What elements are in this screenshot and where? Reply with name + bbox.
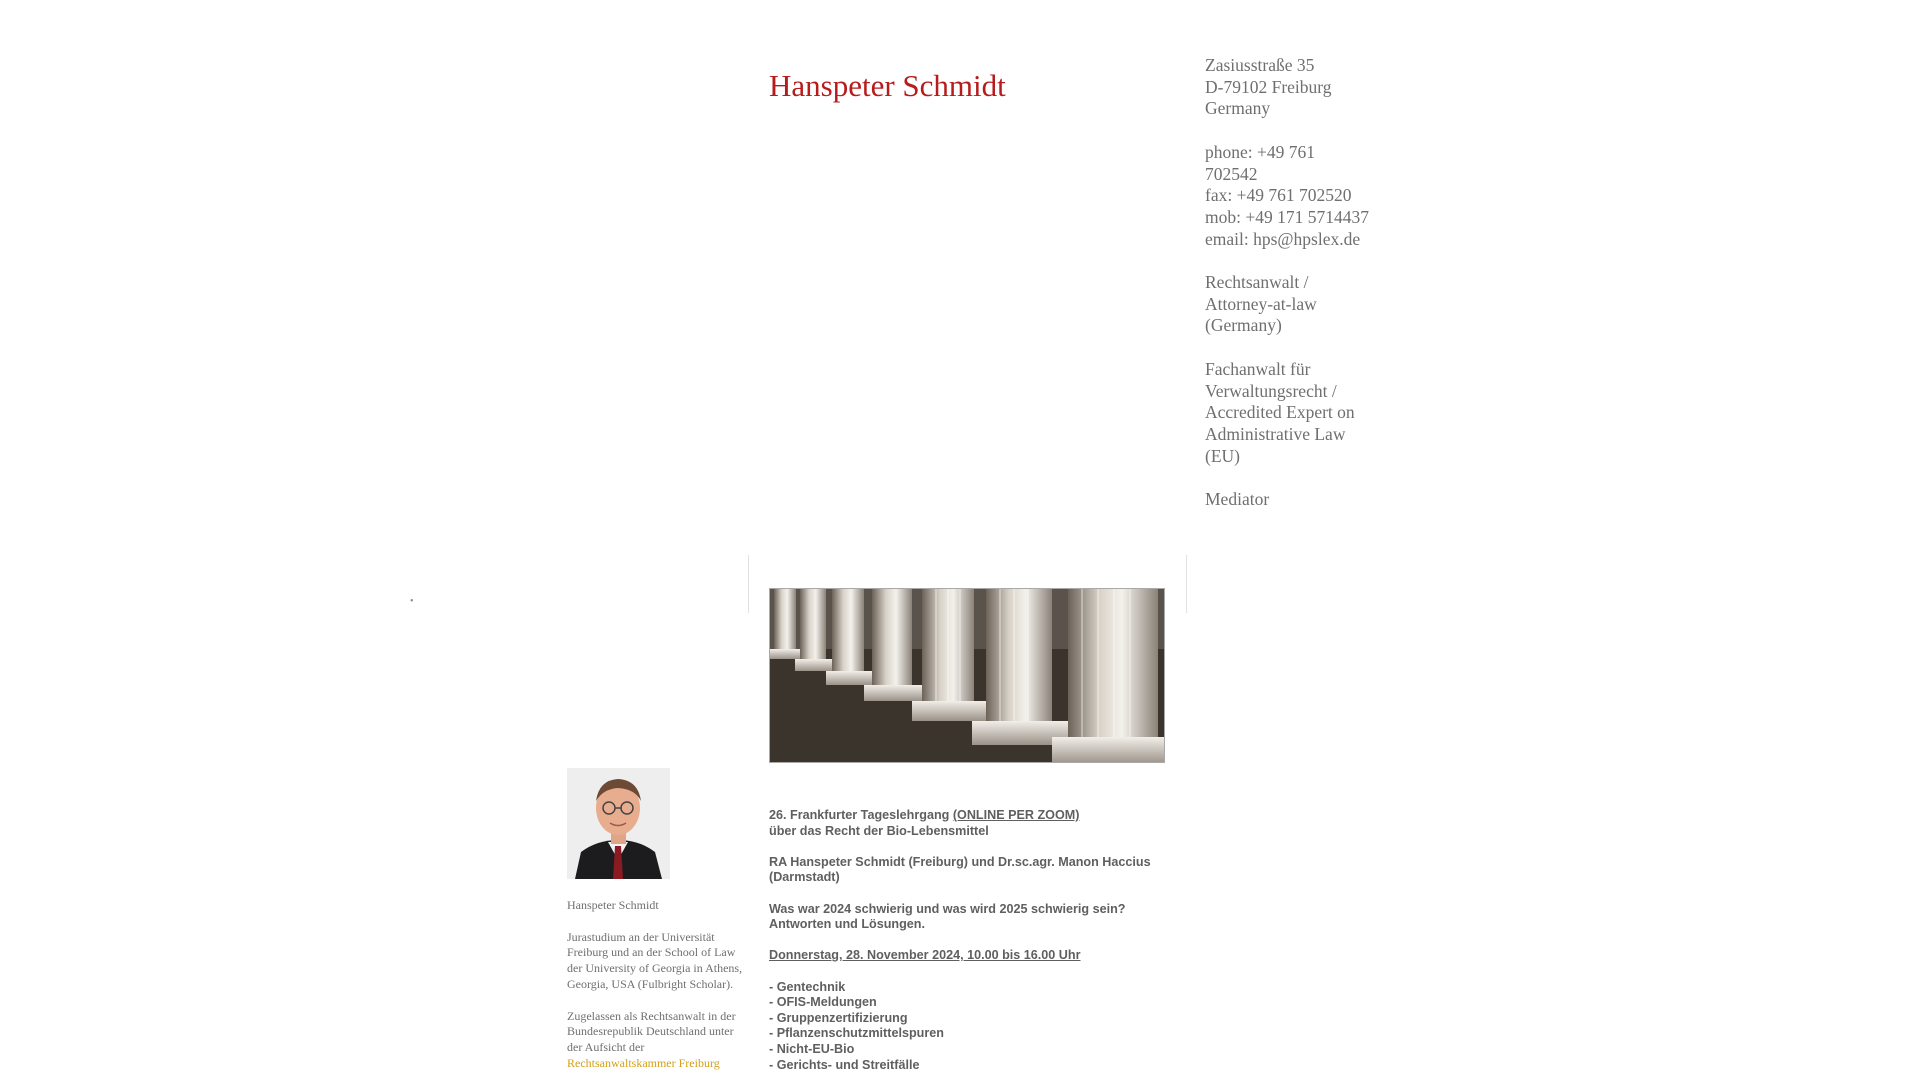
mobile-line: mob: +49 171 5714437 xyxy=(1205,206,1369,227)
news-subtitle: über das Recht der Bio-Lebensmittel xyxy=(769,823,989,838)
title-line: Mediator xyxy=(1205,489,1270,509)
title-line: Administrative Law xyxy=(1205,423,1346,444)
news-speakers: RA Hanspeter Schmidt (Freiburg) und Dr.sc.agr. Manon Haccius (Darmstadt) xyxy=(769,854,1151,885)
news-block xyxy=(769,808,1169,1073)
topic-item: - Nicht-EU-Bio xyxy=(769,1041,855,1056)
fax-line: fax: +49 761 702520 xyxy=(1205,185,1352,206)
admission-text-label: Zugelassen als Rechtsanwalt in der Bundesrepublik Deutschland unter der Aufsicht der xyxy=(567,1008,736,1055)
portrait-photo xyxy=(567,768,670,879)
news-headline-text: 26. Frankfurter Tageslehrgang xyxy=(769,808,953,822)
online-zoom-link[interactable]: (ONLINE PER ZOOM) xyxy=(952,808,1080,822)
bar-association-link[interactable]: Rechtsanwaltskammer Freiburg xyxy=(567,1055,720,1070)
topic-item: - Gruppenzertifizierung xyxy=(769,1010,908,1025)
decor-dot: • xyxy=(410,596,414,607)
phone-line: 702542 xyxy=(1205,163,1258,184)
topic-item: - OFIS-Meldungen xyxy=(769,995,877,1010)
topic-item: - Pflanzenschutzmittelspuren xyxy=(769,1026,944,1041)
phone-line: phone: +49 761 xyxy=(1205,141,1315,162)
profile-column xyxy=(567,898,747,1080)
address-line: Germany xyxy=(1205,98,1271,119)
title-line: Rechtsanwalt / xyxy=(1205,272,1309,292)
title-line: Accredited Expert on xyxy=(1205,402,1355,423)
topic-item: - Gentechnik xyxy=(769,979,846,994)
title-line: (Germany) xyxy=(1205,315,1282,336)
news-question: Was war 2024 schwierig und was wird 2025 schwierig sein? Antworten und Lösungen. xyxy=(769,901,1126,932)
bio-text: Jurastudium an der Universität Freiburg und an der School of Law der University of Georgia in Athens, Georgia, USA (Fulbright Scholar). xyxy=(567,929,743,991)
news-headline xyxy=(769,808,1169,824)
contact-block xyxy=(1205,55,1385,511)
address-line: D-79102 Freiburg xyxy=(1205,76,1332,97)
email-line[interactable]: email: hps@hpslex.de xyxy=(1205,228,1361,249)
columns-banner-image xyxy=(769,588,1165,763)
news-date: Donnerstag, 28. November 2024, 10.00 bis 16.00 Uhr xyxy=(769,948,1081,963)
portrait-caption: Hanspeter Schmidt xyxy=(567,898,659,912)
title-line: Attorney-at-law xyxy=(1205,293,1317,314)
title-line: (EU) xyxy=(1205,445,1240,466)
title-line: Fachanwalt für xyxy=(1205,358,1311,379)
address-line: Zasiusstraße 35 xyxy=(1205,55,1315,75)
page-title: Hanspeter Schmidt xyxy=(769,68,1006,103)
admission-text xyxy=(567,1009,747,1072)
topic-item: - Gerichts- und Streitfälle xyxy=(769,1057,920,1072)
title-line: Verwaltungsrecht / xyxy=(1205,380,1337,401)
